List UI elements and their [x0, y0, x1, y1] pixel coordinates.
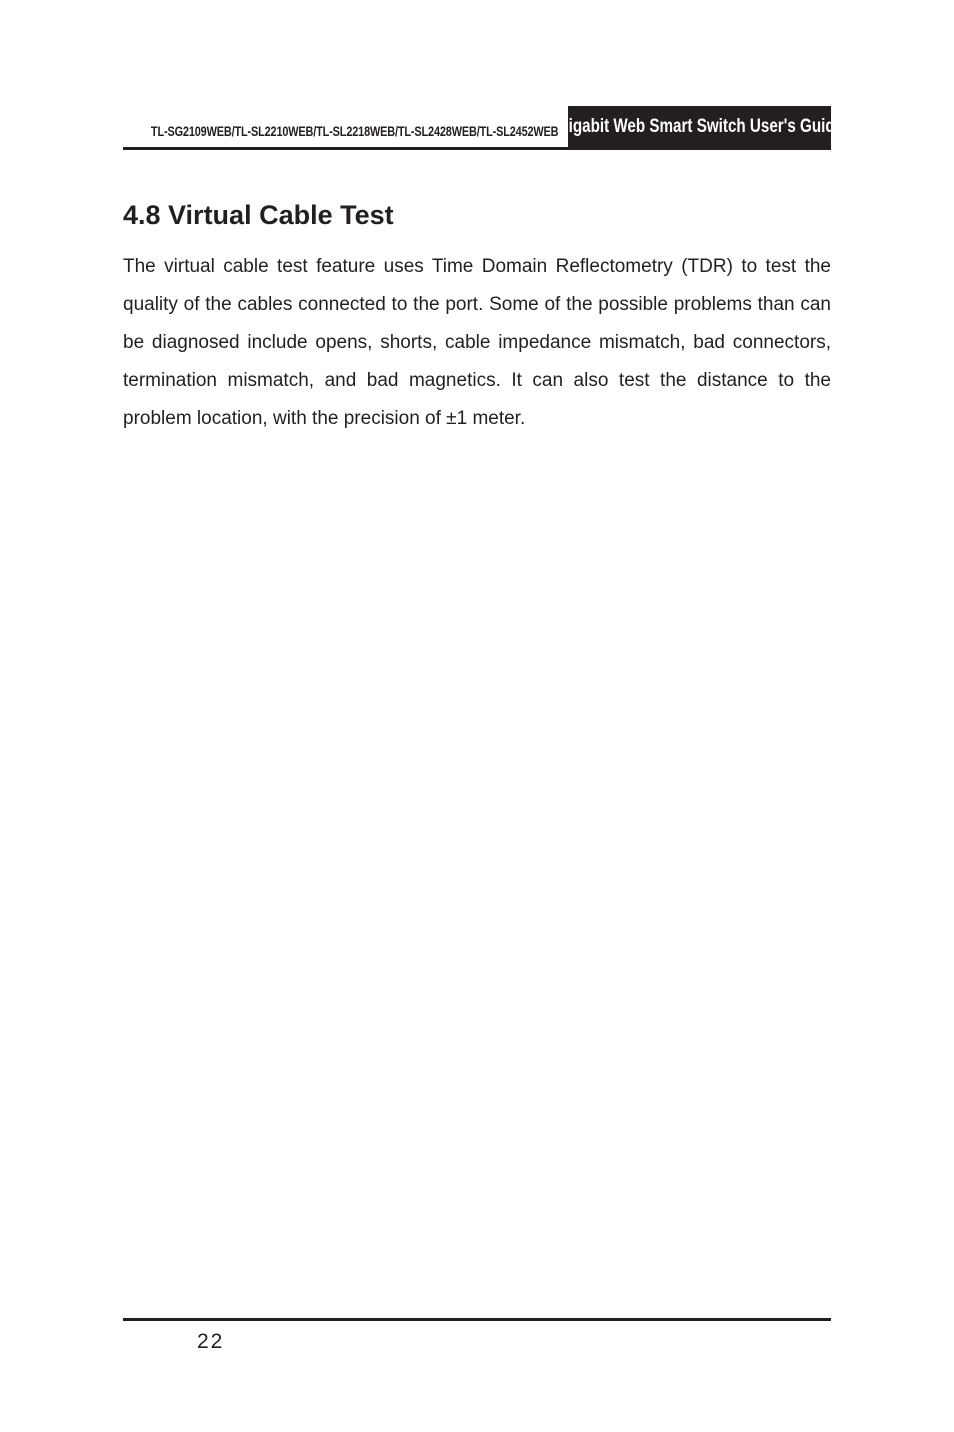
section-body-paragraph: The virtual cable test feature uses Time Domain Reflectometry (TDR) to test the quality of the cables connected to the port. Some of the possible problems than can be diagnosed include opens, shorts, cable impedance mismatch, bad connectors, termination mismatch, and bad magnetics. It can also test the distance to the problem location, with the precision of ±1 meter.	[123, 256, 831, 429]
page-number: 22	[197, 1330, 225, 1353]
footer-divider	[123, 1318, 831, 1321]
page-header	[123, 106, 843, 150]
header-model-list: TL-SG2109WEB/TL-SL2210WEB/TL-SL2218WEB/TL-SL2428WEB/TL-SL2452WEB	[150, 123, 558, 139]
header-guide-title: Gigabit Web Smart Switch User's Guide	[556, 116, 843, 137]
header-guide-title-box	[556, 106, 843, 148]
section-title: 4.8 Virtual Cable Test	[123, 200, 394, 230]
